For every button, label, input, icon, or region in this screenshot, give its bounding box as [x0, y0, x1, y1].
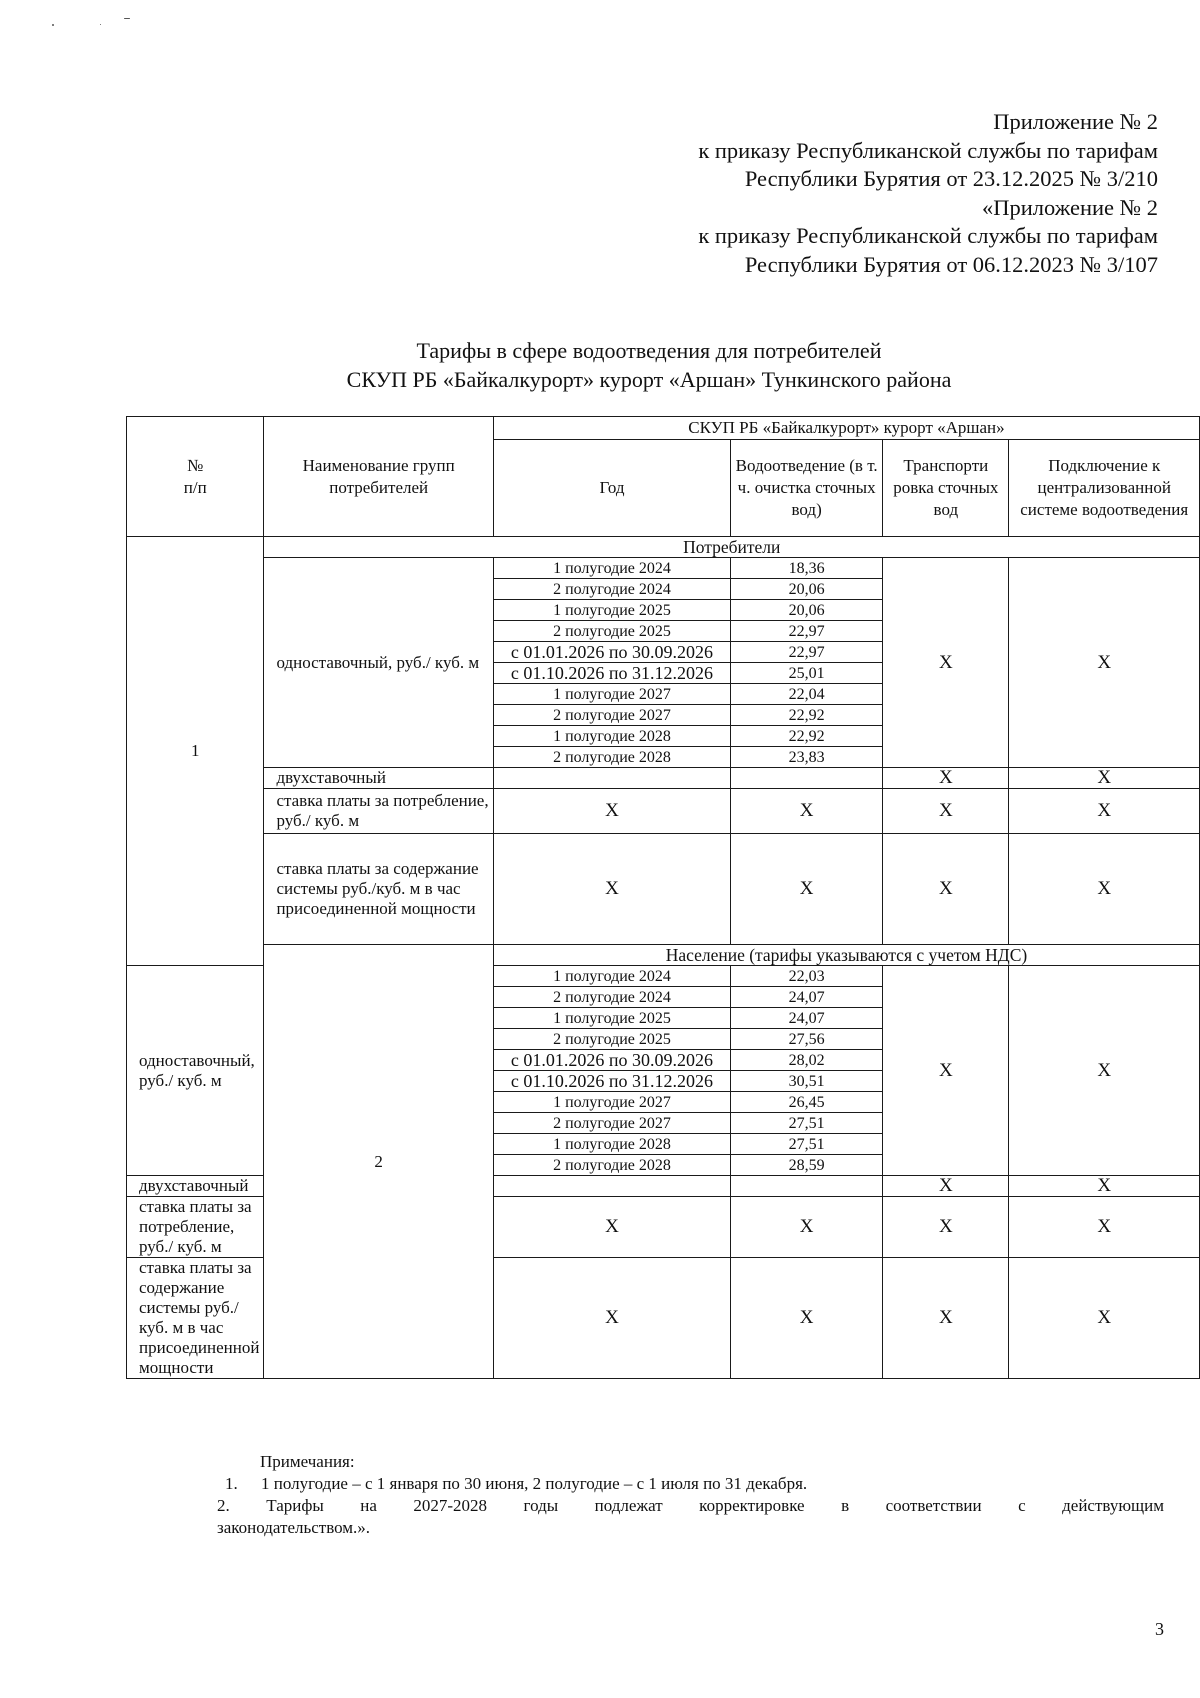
x-mark: X	[731, 789, 883, 834]
x-mark: X	[731, 834, 883, 945]
title-line-1: Тарифы в сфере водоотведения для потребителей	[416, 338, 882, 363]
two-rate-label: двухставочный	[127, 1176, 264, 1197]
period-cell: 1 полугодие 2025	[493, 600, 730, 621]
tariff-value: 18,36	[731, 558, 883, 579]
tariff-table	[126, 416, 1200, 1379]
section-title: Население (тарифы указываются с учетом НДС)	[493, 945, 1199, 966]
header-line: к приказу Республиканской службы по тарифам	[698, 223, 1158, 248]
note-number: 1.	[225, 1474, 238, 1493]
document-title	[120, 336, 1178, 394]
period-cell: 1 полугодие 2027	[493, 1092, 730, 1113]
tariff-value: 24,07	[731, 987, 883, 1008]
x-mark: X	[883, 834, 1009, 945]
header-connection: Подключение к централизованной системе водоотведения	[1009, 440, 1200, 537]
period-cell: 2 полугодие 2025	[493, 1029, 730, 1050]
header-transport: Транспорти ровка сточных вод	[883, 440, 1009, 537]
period-cell: 2 полугодие 2027	[493, 705, 730, 726]
empty-cell	[731, 1176, 883, 1197]
period-cell: с 01.10.2026 по 31.12.2026	[493, 1071, 730, 1092]
x-mark: X	[883, 1197, 1009, 1258]
x-mark: X	[493, 1197, 730, 1258]
empty-cell	[493, 1176, 730, 1197]
x-mark: X	[731, 1258, 883, 1379]
title-line-2: СКУП РБ «Байкалкурорт» курорт «Аршан» Тункинского района	[346, 367, 952, 392]
transport-x: X	[883, 558, 1009, 768]
period-cell: 2 полугодие 2028	[493, 1155, 730, 1176]
period-cell: 2 полугодие 2025	[493, 621, 730, 642]
period-cell: с 01.01.2026 по 30.09.2026	[493, 642, 730, 663]
connection-x: X	[1009, 1176, 1200, 1197]
x-mark: X	[1009, 1258, 1200, 1379]
transport-x: X	[883, 966, 1009, 1176]
tariff-value: 27,51	[731, 1134, 883, 1155]
header-organization: СКУП РБ «Байкалкурорт» курорт «Аршан»	[493, 417, 1199, 440]
header-line: «Приложение № 2	[982, 194, 1158, 220]
period-cell: 2 полугодие 2028	[493, 747, 730, 768]
tariff-value: 20,06	[731, 600, 883, 621]
x-mark: X	[493, 1258, 730, 1379]
period-cell: 1 полугодие 2024	[493, 966, 730, 987]
two-rate-label: двухставочный	[264, 768, 493, 789]
header-disposal: Водоотведение (в т. ч. очистка сточных вод)	[731, 440, 883, 537]
note-number: 2.	[217, 1496, 230, 1515]
tariff-value: 23,83	[731, 747, 883, 768]
empty-cell	[731, 768, 883, 789]
period-cell: 1 полугодие 2025	[493, 1008, 730, 1029]
tariff-value: 28,02	[731, 1050, 883, 1071]
single-rate-label: одноставочный, руб./ куб. м	[127, 966, 264, 1176]
section-number: 1	[127, 537, 264, 966]
period-cell: 2 полугодие 2027	[493, 1113, 730, 1134]
period-cell: с 01.10.2026 по 31.12.2026	[493, 663, 730, 684]
note-item-2	[217, 1495, 1164, 1539]
header-line: Приложение № 2	[993, 109, 1158, 134]
period-cell: 1 полугодие 2028	[493, 1134, 730, 1155]
tariff-value: 20,06	[731, 579, 883, 600]
header-line: Республики Бурятия от 23.12.2025 № 3/210	[744, 166, 1158, 191]
appendix-header	[698, 108, 1158, 279]
tariff-value: 27,51	[731, 1113, 883, 1134]
period-cell: 1 полугодие 2028	[493, 726, 730, 747]
x-mark: X	[1009, 789, 1200, 834]
tariff-value: 28,59	[731, 1155, 883, 1176]
page-number: 3	[1155, 1619, 1164, 1639]
x-mark: X	[1009, 1197, 1200, 1258]
x-mark: X	[1009, 834, 1200, 945]
maintenance-rate-label: ставка платы за содержание системы руб./куб. м в час присоединенной мощности	[264, 834, 493, 945]
x-mark: X	[883, 1258, 1009, 1379]
connection-x: X	[1009, 966, 1200, 1176]
connection-x: X	[1009, 558, 1200, 768]
empty-cell	[493, 768, 730, 789]
transport-x: X	[883, 1176, 1009, 1197]
note-line: законодательством.».	[217, 1518, 371, 1537]
note-item-1	[217, 1473, 1164, 1495]
tariff-value: 24,07	[731, 1008, 883, 1029]
section-number: 2	[264, 945, 493, 1379]
tariff-value: 22,04	[731, 684, 883, 705]
transport-x: X	[883, 768, 1009, 789]
scan-speck	[100, 24, 101, 25]
note-text: 1 полугодие – с 1 января по 30 июня, 2 полугодие – с 1 июля по 31 декабря.	[261, 1474, 808, 1493]
header-num: № п/п	[127, 417, 264, 537]
header-year: Год	[493, 440, 730, 537]
tariff-value: 22,03	[731, 966, 883, 987]
scan-speck	[52, 24, 54, 26]
tariff-value: 26,45	[731, 1092, 883, 1113]
tariff-value: 22,97	[731, 621, 883, 642]
scan-speck	[124, 18, 130, 19]
note-line	[217, 1495, 1164, 1517]
tariff-value: 22,92	[731, 726, 883, 747]
notes-title: Примечания:	[260, 1452, 355, 1471]
single-rate-label: одноставочный, руб./ куб. м	[264, 558, 493, 768]
consumption-rate-label: ставка платы за потребление, руб./ куб. м	[264, 789, 493, 834]
section-title: Потребители	[264, 537, 1200, 558]
tariff-value: 25,01	[731, 663, 883, 684]
tariff-value: 22,97	[731, 642, 883, 663]
x-mark: X	[493, 834, 730, 945]
period-cell: 1 полугодие 2024	[493, 558, 730, 579]
notes-block	[217, 1451, 1164, 1539]
x-mark: X	[883, 789, 1009, 834]
x-mark: X	[731, 1197, 883, 1258]
consumption-rate-label: ставка платы за потребление, руб./ куб. м	[127, 1197, 264, 1258]
tariff-value: 27,56	[731, 1029, 883, 1050]
x-mark: X	[493, 789, 730, 834]
period-cell: с 01.01.2026 по 30.09.2026	[493, 1050, 730, 1071]
tariff-value: 22,92	[731, 705, 883, 726]
period-cell: 2 полугодие 2024	[493, 579, 730, 600]
note-text: Тарифы на 2027-2028 годы подлежат корректировке в соответствии с действующим	[266, 1496, 1164, 1515]
header-line: к приказу Республиканской службы по тарифам	[698, 137, 1158, 163]
header-line: Республики Бурятия от 06.12.2023 № 3/107	[744, 251, 1158, 277]
maintenance-rate-label: ставка платы за содержание системы руб./куб. м в час присоединенной мощности	[127, 1258, 264, 1379]
period-cell: 2 полугодие 2024	[493, 987, 730, 1008]
connection-x: X	[1009, 768, 1200, 789]
period-cell: 1 полугодие 2027	[493, 684, 730, 705]
header-group-name: Наименование групп потребителей	[264, 417, 493, 537]
tariff-value: 30,51	[731, 1071, 883, 1092]
